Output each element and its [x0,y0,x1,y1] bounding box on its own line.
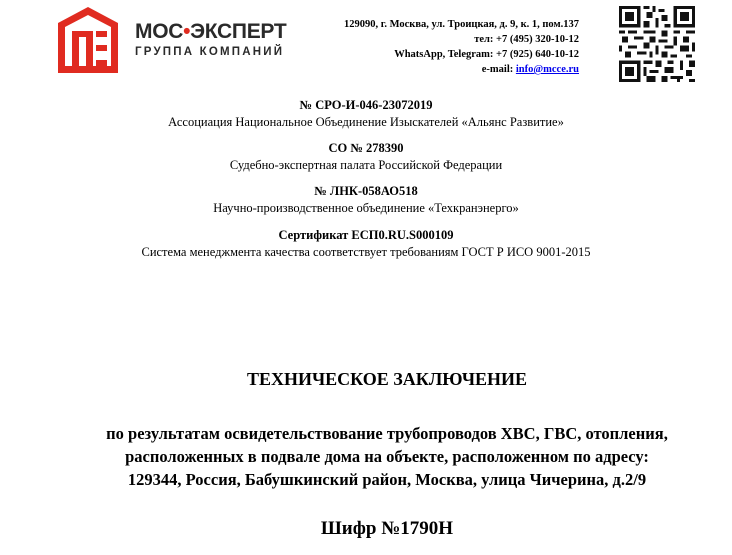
address: 129090, г. Москва, ул. Троицкая, д. 9, к. 1, пом.137 [344,19,579,30]
document-title: ТЕХНИЧЕСКОЕ ЗАКЛЮЧЕНИЕ [246,369,528,389]
brand-name: МОС•ЭКСПЕРТ [135,20,287,43]
contacts [344,17,579,77]
certificate-number: № СРО-И-046-23072019 [299,98,433,112]
certificate-number: № ЛНК-058АО518 [314,184,418,198]
document-code: Шифр №1790Н [320,518,454,539]
certificate-number: СО № 278390 [328,141,404,155]
mosexpert-logo-icon [56,5,120,75]
certificate-1 [0,97,732,131]
certificate-3 [0,183,732,217]
certificate-number: Сертификат ЕСП0.RU.S000109 [278,228,454,242]
certificate-org: Научно-производственное объединение «Техкранэнерго» [213,201,519,215]
brand [135,21,286,58]
messengers: WhatsApp, Telegram: +7 (925) 640-10-12 [394,49,579,60]
certificate-2 [0,140,732,174]
email-line: e-mail: info@mcce.ru [481,64,579,75]
certificate-org: Система менеджмента качества соответствует требованиям ГОСТ Р ИСО 9001-2015 [141,245,591,259]
qr-code-icon [619,6,695,82]
brand-subtitle: ГРУППА КОМПАНИЙ [135,46,285,58]
subtitle-line: расположенных в подвале дома на объекте, расположенном по адресу: [125,447,649,466]
email-link[interactable]: info@mcce.ru [515,64,579,75]
certificate-org: Ассоциация Национальное Объединение Изыскателей «Альянс Развитие» [168,115,564,129]
document-subtitle [0,422,732,491]
certificate-4 [0,227,732,261]
subtitle-line: по результатам освидетельствование трубопроводов ХВС, ГВС, отопления, [106,424,668,443]
phone: тел: +7 (495) 320-10-12 [474,34,579,45]
certificate-org: Судебно-экспертная палата Российской Федерации [229,158,503,172]
subtitle-line: 129344, Россия, Бабушкинский район, Москва, улица Чичерина, д.2/9 [127,470,647,489]
